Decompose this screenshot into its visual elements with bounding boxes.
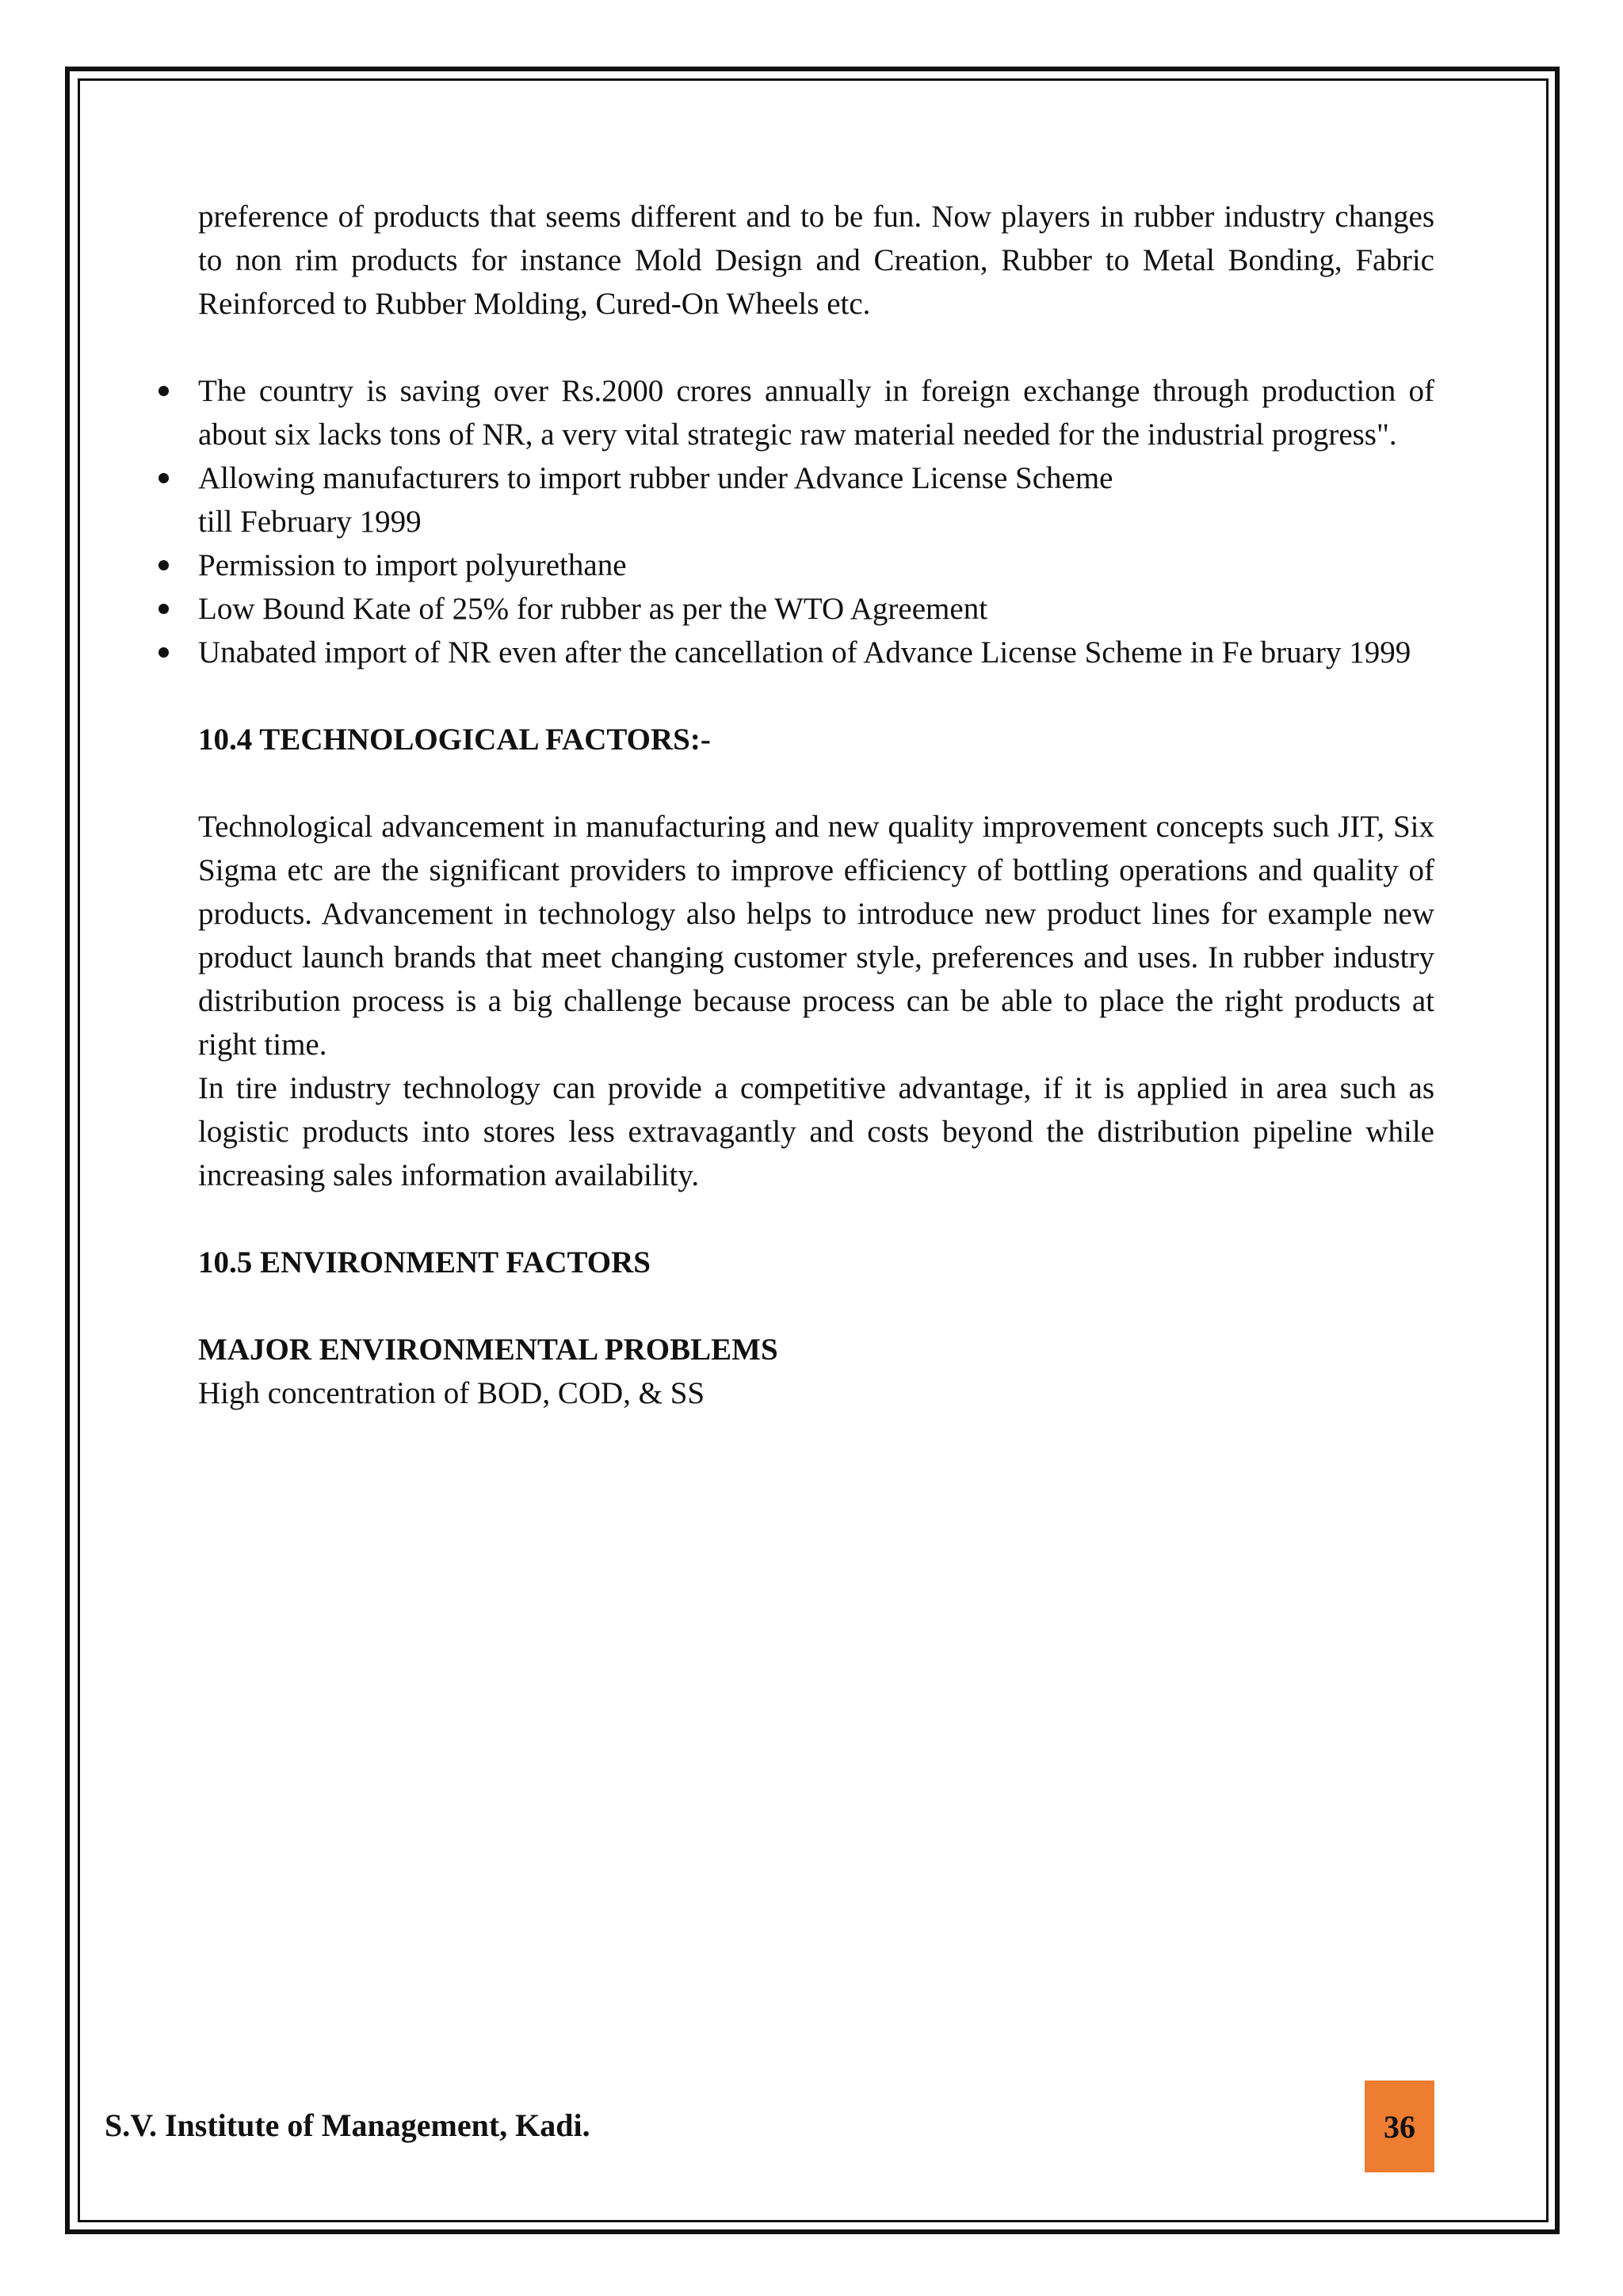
spacer (198, 326, 1434, 369)
bullet-text: till February 1999 (198, 505, 422, 539)
page-number-badge (1365, 2081, 1434, 2172)
intro-paragraph (198, 195, 1434, 326)
section-heading-technological: 10.4 TECHNOLOGICAL FACTORS:- (198, 723, 711, 757)
technological-paragraph-1 (198, 805, 1434, 1066)
bullet-text: progress". (1271, 418, 1397, 452)
spacer (198, 1197, 1434, 1241)
bullet-icon (158, 647, 169, 658)
bullet-icon (158, 604, 169, 614)
page-number: 36 (1384, 2108, 1415, 2145)
page-content (198, 195, 1434, 1415)
spacer (198, 761, 1434, 805)
bullet-list (198, 369, 1434, 674)
paragraph-line: quality of products. Advancement in technology also helps to introduce new product lines for (198, 853, 1434, 931)
intro-line: preference of products that seems different and to be fun. Now players in rubber industry (198, 200, 1326, 234)
footer-institute: S.V. Institute of Management, Kadi. (105, 2107, 590, 2143)
bullet-item (198, 456, 1434, 543)
subheading-environmental-problems: MAJOR ENVIRONMENTAL PROBLEMS (198, 1333, 778, 1367)
paragraph-line: increasing sales information availability. (198, 1158, 700, 1192)
bullet-item (198, 369, 1434, 456)
bullet-text: 1999 (1349, 635, 1411, 669)
paragraph-line: logistic products into stores less extravagantly and costs beyond the distribution pipeline while (198, 1115, 1434, 1149)
bullet-icon (158, 386, 169, 396)
bullet-item (198, 543, 1434, 587)
paragraph-line: In rubber industry distribution process is a big challenge because process can be able to place (198, 940, 1435, 1018)
paragraph-line: example new product launch brands that meet changing customer style, preferences and uses. (198, 897, 1434, 974)
spacer (198, 674, 1434, 718)
bullet-icon (158, 473, 169, 483)
bullet-text: Allowing manufacturers to import rubber under Advance License Scheme (198, 461, 1113, 495)
paragraph-line: Six Sigma etc are the significant providers to improve efficiency of bottling operations and (198, 810, 1435, 887)
bullet-text: Low Bound Kate of 25% for rubber as per the WTO Agreement (198, 592, 988, 626)
paragraph-line: In tire industry technology can provide a competitive advantage, if it is applied in area such as (198, 1071, 1434, 1105)
bullet-text: The country is saving over Rs.2000 crores annually in foreign exchange through production of (198, 374, 1434, 408)
bullet-text: Permission to import polyurethane (198, 548, 627, 582)
bullet-text: about six lacks tons of NR, a very vital strategic raw material needed for the industrial (198, 418, 1265, 452)
environment-text: High concentration of BOD, COD, & SS (198, 1376, 705, 1410)
bullet-icon (158, 560, 169, 570)
technological-paragraph-2 (198, 1066, 1434, 1197)
spacer (198, 1284, 1434, 1328)
paragraph-line: Technological advancement in manufacturing and new quality improvement concepts such JIT, (198, 810, 1385, 844)
intro-line: changes to non rim products for instance Mold Design and Creation, Rubber to Metal Bonding, (198, 200, 1435, 277)
paragraph-line: the right products at right time. (198, 984, 1434, 1062)
intro-line: Fabric Reinforced to Rubber Molding, Cured-On Wheels etc. (198, 243, 1434, 321)
bullet-item (198, 587, 1434, 631)
bullet-text: Unabated import of NR even after the cancellation of Advance License Scheme in Fe bruary (198, 635, 1342, 669)
section-heading-environment: 10.5 ENVIRONMENT FACTORS (198, 1245, 651, 1280)
bullet-item (198, 631, 1434, 674)
